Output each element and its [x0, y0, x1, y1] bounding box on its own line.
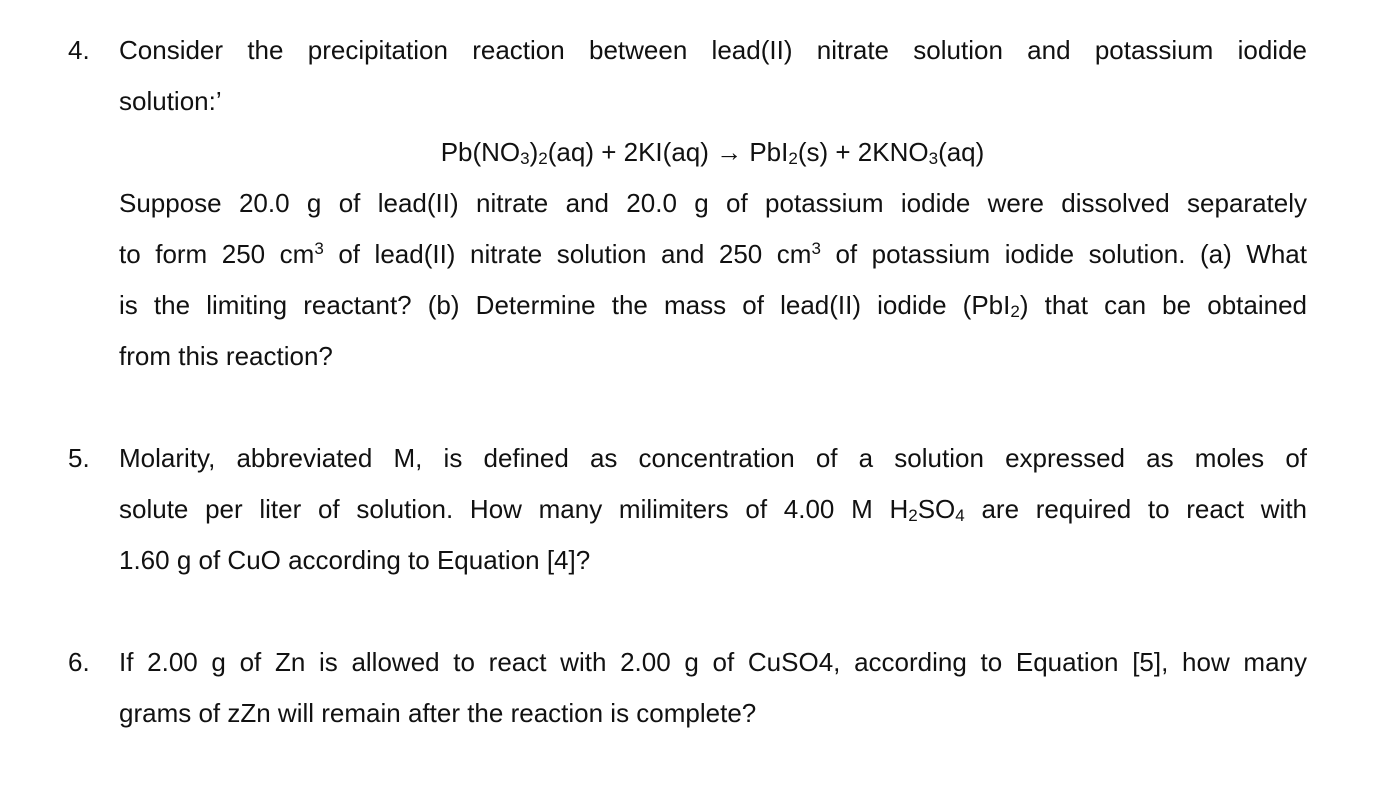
- question-6-line-1: If 2.00 g of Zn is allowed to react with 2.00 g of CuSO4, according to Equation [5], how many: [119, 647, 1307, 677]
- question-5-line-1: Molarity, abbreviated M, is defined as concentration of a solution expressed as moles of: [119, 443, 1307, 473]
- question-4-line-5: is the limiting reactant? (b) Determine the mass of lead(II) iodide (PbI$_2$) that can be obtained: [119, 290, 1307, 321]
- question-5-number: 5.: [68, 443, 90, 473]
- question-6-number: 6.: [68, 647, 90, 677]
- question-5-line-2: solute per liter of solution. How many milimiters of 4.00 M $H_2SO_4$ are required to react with: [119, 494, 1307, 525]
- question-4-line-2: solution:’: [119, 86, 222, 116]
- question-4-number: 4.: [68, 35, 90, 65]
- question-4-line-6: from this reaction?: [119, 341, 333, 371]
- question-4-line-4: to form 250 $cm^3$ of lead(II) nitrate solution and 250 $cm^3$ of potassium iodide solution. (a) What: [119, 239, 1307, 269]
- question-5-line-3: 1.60 g of CuO according to Equation [4]?: [119, 545, 591, 575]
- question-4-equation: $Pb(NO_3)_2(aq) + 2KI(aq) \to PbI_2(s) + 2KNO_3(aq)$: [440, 137, 985, 168]
- question-4-line-1: Consider the precipitation reaction between lead(II) nitrate solution and potassium iodide: [119, 35, 1307, 65]
- question-6-line-2: grams of zZn will remain after the reaction is complete?: [119, 698, 757, 728]
- question-4-line-3: Suppose 20.0 g of lead(II) nitrate and 20.0 g of potassium iodide were dissolved separately: [119, 188, 1307, 218]
